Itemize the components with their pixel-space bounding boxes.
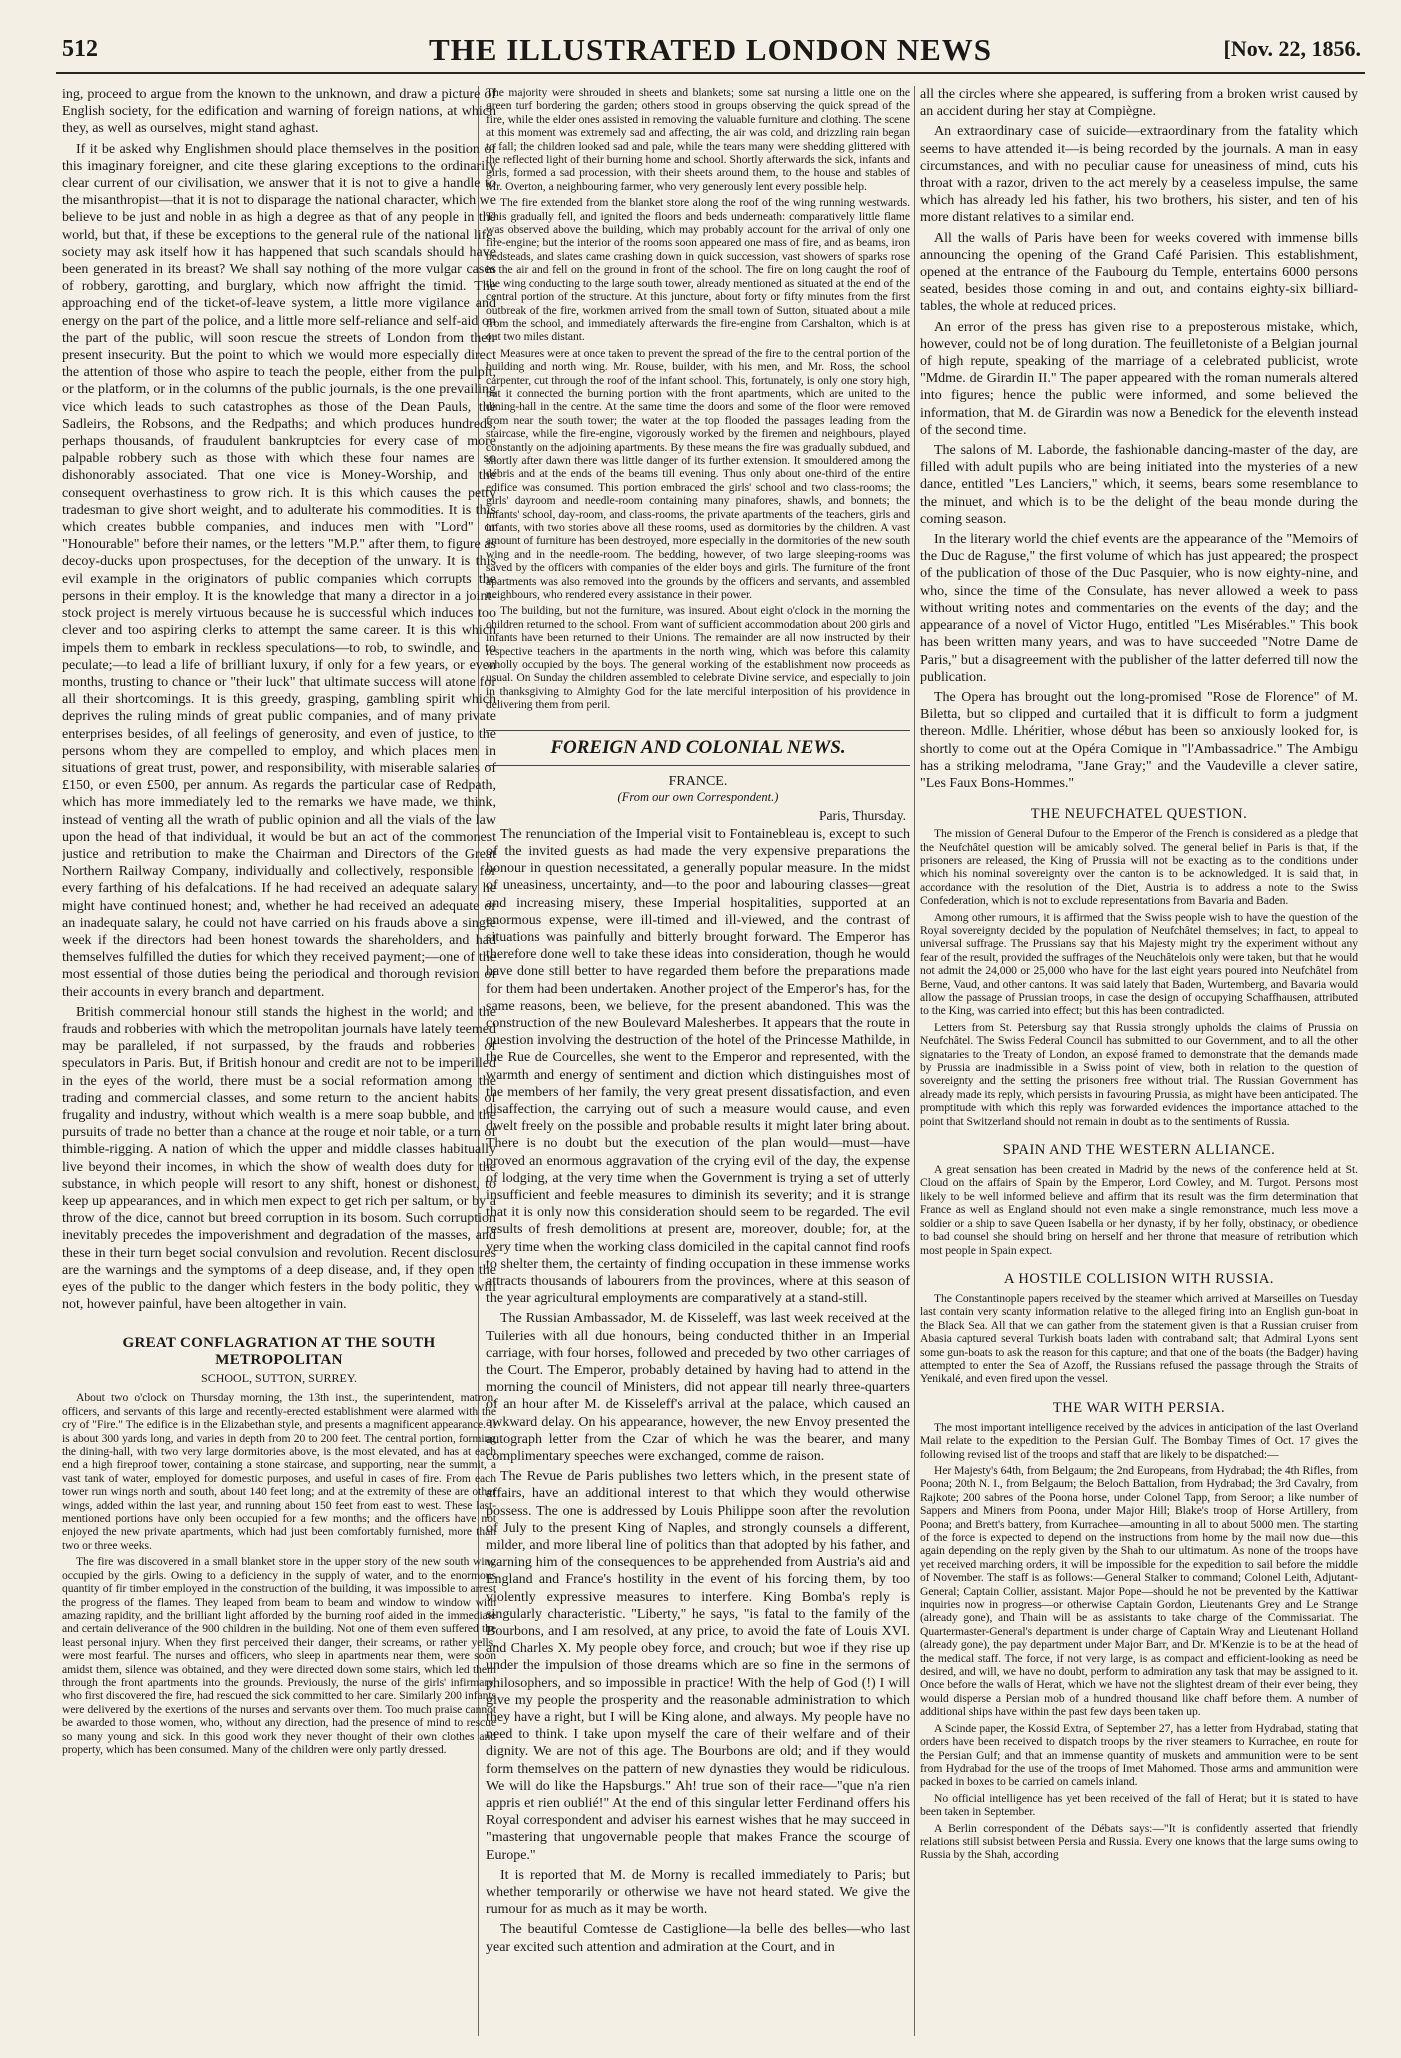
editorial-article: [62, 86, 496, 1313]
article-paragraph: The beautiful Comtesse de Castiglione—la belle des belles—who last year excited such attention and admiration at the Court, and in: [486, 1922, 910, 1955]
article-paragraph: About two o'clock on Thursday morning, the 13th inst., the superintendent, matron, officers, and servants of this large and recently-erected establishment were alarmed with the cry of "Fire." The edifice is in the Elizabethan style, and presents a magnificent appearance. It is about 300 yards long, and varies in depth from 20 to 200 feet. The central portion, forming the dining-hall, with two very large dormitories above, is the most elevated, and has at each end a high fireproof tower, containing a stone staircase, and supporting, near the summit, a vast tank of water, employed for domestic purposes, and useful in cases of fire. From each tower run wings north and south, about 140 feet long; and at the extremity of these are other wings, added within the last year, and running about 150 feet from east to west. These last-mentioned portions have only been occupied for a few months; and the officers have not enjoyed the new private apartments, which had just been comfortably furnished, more than two or three weeks.: [62, 1391, 496, 1552]
conflagration-continued: [486, 86, 910, 712]
masthead: THE ILLUSTRATED LONDON NEWS: [428, 32, 993, 67]
section-heading: SPAIN AND THE WESTERN ALLIANCE.: [1002, 1142, 1276, 1159]
article-paragraph: Her Majesty's 64th, from Belgaum; the 2nd Europeans, from Hydrabad; the 4th Rifles, from Poona; 20th N. I., from Belgaum; the Beloch Battalion, from Hydrabad; the 3rd Cavalry, from Rajkote; 200 sabres of the Poona horse, under Colonel Tapp, from Seroor; a like number of Sappers and Miners from Poona, under Major Hill; Blake's troop of Horse Artillery, from Poona; and Brett's battery, from Kurrachee—amounting in all to about 5000 men. The starting of the force is expected to depend on the instructions from home by the mail now due—this again depending on the reply given by the Shah to our ultimatum. As none of the troops have yet received marching orders, it will be impossible for the expedition to sail before the middle of November. The staff is as follows:—General Stalker to command; Colonel Leith, Adjutant-General; Captain Collier, assistant. Major Pope—should he not be prevented by the Kattiwar inquiries now in progress—or otherwise Captain Gordon, Lieutenants Grey and Le Strange (already gone), and Thain will be as assistants to take charge of the Commissariat. The Quartermaster-General's department is under charge of Captain Wray and Lieutenant Holland (already gone), the pay department under Major Barr, and Dr. M'Kenzie is to be at the head of the medical staff. The force, if not very large, is as compact and efficient-looking as need be desired, and will, we have no doubt, perform to admiration any task that may be assigned to it. Once before the walls of Herat, which we have not the slightest dream of their ever being, they would disperse a Persian mob of a hundred thousand like chaff before them. A number of additional ships have within the past few days been taken up.: [920, 1463, 1358, 1719]
foreign-news-heading: FOREIGN AND COLONIAL NEWS.: [486, 730, 910, 766]
article-paragraph: The mission of General Dufour to the Emperor of the French is considered as a pledge that the Neufchâtel question will be amicably solved. The general belief in Paris is that, if the prisoners are released, the King of Prussia will not be exacting as to the conditions under which his nominal sovereignty over the canton is to be acknowledged. It is said that, in accordance with the resolution of the Diet, Austria is to address a note to the Swiss Confederation, which is not to exclude representations from Bavaria and Baden.: [920, 827, 1358, 908]
france-heading: FRANCE.: [668, 773, 728, 789]
section-heading: THE NEUFCHATEL QUESTION.: [1030, 806, 1248, 823]
article-paragraph: The Constantinople papers received by the steamer which arrived at Marseilles on Tuesday last contain very scanty information relative to the alleged firing into an English gun-boat in the Black Sea. All that we can gather from the statement given is that a Russian cruiser from Abasia captured several Turkish boats laden with contraband salt; that Admiral Lyons sent some gun-boats to ask the reason for this capture; and that one of the boats (the Badger) having attempted to enter the Sea of Azoff, the Russians refused the passage through the Straits of Yenikalé, and even fired upon the vessel.: [920, 1291, 1358, 1386]
article-paragraph: All the walls of Paris have been for weeks covered with immense bills announcing the opening of the Grand Café Parisien. This establishment, opened at the entrance of the Faubourg du Temple, entertains 6000 persons seated, besides those coming in and out, and contains eighty-six billiard-tables, the whole at reduced prices.: [920, 230, 1358, 315]
france-continued: [920, 86, 1358, 792]
article-paragraph: Letters from St. Petersburg say that Russia strongly upholds the claims of Prussia on Neufchâtel. The Swiss Federal Council has submitted to our Government, and to all the other signataries to the Treaty of London, an exposé framed to demonstrate that the demands made by Prussia are inadmissible in a Swiss point of view, both in relation to the question of sovereignty and the setting the prisoners free without trial. The Russian Government has already made its reply, which persists in favouring Prussia, as might have been anticipated. The promptitude with which this reply was forwarded evidences the importance attached to the point that Switzerland should not remain in doubt as to the sentiments of Russia.: [920, 1020, 1358, 1128]
page-header: [56, 30, 1365, 74]
section-heading: A HOSTILE COLLISION WITH RUSSIA.: [1004, 1270, 1274, 1287]
conflagration-article: [62, 1391, 496, 1756]
column-1: [62, 86, 496, 2036]
article-paragraph: No official intelligence has yet been received of the fall of Herat; but it is stated to have been taken in September.: [920, 1791, 1358, 1819]
article-paragraph: An error of the press has given rise to a preposterous mistake, which, however, could not be of long duration. The feuilletoniste of a Belgian journal of high repute, speaking of the marriage of a celebrated publicist, wrote "Mdme. de Girardin II." The paper appeared with the roman numerals altered into figures; hence the public were informed, and some believed the information, that M. de Girardin was now a Benedick for the eleventh instead of the second time.: [920, 319, 1358, 438]
correspondent-line: (From our own Correspondent.): [617, 789, 779, 804]
section-subheading: SCHOOL, SUTTON, SURREY.: [201, 1371, 357, 1386]
persia-article: [920, 1421, 1358, 1862]
article-paragraph: ing, proceed to argue from the known to the unknown, and draw a picture of English society, for the edification and warning of foreign nations, at which they, as well as ourselves, might stand aghast.: [62, 87, 496, 137]
article-paragraph: In the literary world the chief events are the appearance of the "Memoirs of the Duc de Raguse," the first volume of which has just appeared; the prospect of the publication of those of the Duc Pasquier, who is now eighty-nine, and who, since the time of the Consulate, has never allowed a week to pass without writing notes and commentaries on the events of the day; and the appearance of a novel of Victor Hugo, entitled "Les Misérables." This book has been written many years, and was to have succeeded "Notre Dame de Paris," but a disagreement with the publisher of the latter deferred till now the publication.: [920, 532, 1358, 685]
dateline: Paris, Thursday.: [819, 807, 906, 823]
russia-article: [920, 1292, 1358, 1386]
article-paragraph: The building, but not the furniture, was insured. About eight o'clock in the morning the children returned to the school. From want of sufficient accommodation about 200 girls and infants have been returned to their Unions. The remainder are all now instructed by their respective teachers in the apartments in the north wing, which was before this calamity wholly occupied by the boys. The general working of the establishment now proceeds as usual. On Sunday the children assembled to celebrate Divine service, and especially to join in thanksgiving to Almighty God for the late merciful interposition of his providence in delivering them from peril.: [486, 604, 910, 712]
article-paragraph: The salons of M. Laborde, the fashionable dancing-master of the day, are filled with adult pupils who are being initiated into the mysteries of a new dance, entitled "Les Lanciers," which, it seems, bears some resemblance to the minuet, and which is to be the delight of the beau monde during the coming season.: [920, 443, 1358, 527]
section-heading: THE WAR WITH PERSIA.: [1052, 1399, 1226, 1416]
article-paragraph: The renunciation of the Imperial visit to Fontainebleau is, except to such of the invited guests as had made the very expensive preparations the honour in question necessitated, a generally popular measure. In the midst of uneasiness, uncertainty, and—to the poor and labouring classes—great and increasing misery, these Imperial hospitalities, supported at an enormous expense, were ill-timed and ill-viewed, and the contrast of situations was painfully and bitterly brought forward. The Emperor has therefore done well to take these ideas into consideration, though he would have done still better to have regarded them before the preparations made for them had been undertaken. Another project of the Emperor's has, for the same reasons, been, we believe, for the present abandoned. This was the construction of the new Boulevard Malesherbes. It appears that the route in question involving the destruction of the hotel of the Princesse Mathilde, in the Rue de Courcelles, she went to the Emperor and represented, with the warmth and energy of sentiment and diction which distinguishes most of the members of her family, the very great present dissatisfaction, and even disaffection, the carrying out of such a measure would cause, and even dwelt freely on the possible and probable results it might later bring about. There is no doubt but the execution of the plan would—must—have proved an enormous aggravation of the crying evil of the day, the expense of lodging, at the very time when the Government is trying a set of utterly insufficient and feeble measures to diminish its severity; and it is strange that it is only now this consideration should seem to be regarded. The evil results of fresh demolitions at present are, moreover, double; for, at the very time when the working class domiciled in the capital cannot find roofs to shelter them, the certainty of finding occupation in these immense works attracts thousands of labourers from the provinces, where at this season of the year agricultural employments are comparatively at a stand-still.: [486, 826, 910, 1307]
issue-date: [Nov. 22, 1856.: [1223, 36, 1361, 61]
page-number: 512: [62, 36, 98, 62]
article-paragraph: An extraordinary case of suicide—extraordinary from the fatality which seems to have attended it—is being recorded by the journals. A man in easy circumstances, and with no peculiar cause for uneasiness of mind, cuts his throat with a razor, driven to the act merely by a ceaseless impulse, the same which has already led his father, his two brothers, his sister, and ten of his more distant relatives to a similar end.: [920, 124, 1358, 226]
article-paragraph: The fire extended from the blanket store along the roof of the wing running westwards. This gradually fell, and ignited the floors and beds underneath: comparatively little flame was observed above the building, which may probably account for the arrival of only one fire-engine; but the interior of the rooms soon appeared one mass of fire, and as beams, iron bedsteads, and slates came crashing down in quick succession, vast showers of sparks rose in the air and fell on the ground in front of the school. The fire on long caught the roof of the wing conducting to the large south tower, already mentioned as situated at the end of the central portion of the structure. At this juncture, about forty or fifty minutes from the first outbreak of the fire, workmen arrived from the small town of Sutton, situated about a mile from the school, and immediately afterwards the fire-engine from Carshalton, which is at out two miles distant.: [486, 196, 910, 344]
column-2: [486, 86, 910, 2036]
article-paragraph: A great sensation has been created in Madrid by the news of the conference held at St. Cloud on the affairs of Spain by the Emperor, Lord Cowley, and M. Turgot. Persons most likely to be well informed believe and affirm that its result was the firm determination that France as well as England should not even make a single remonstrance, much less move a soldier or a ship to save Queen Isabella or her dynasty, if by her folly, obstinacy, or obedience to bad counsel she should bring on herself and her throne that measure of retribution which most people in Spain expect.: [920, 1163, 1358, 1257]
article-paragraph: It is reported that M. de Morny is recalled immediately to Paris; but whether temporarily or otherwise we have not heard stated. We give the rumour for as much as it may be worth.: [486, 1867, 910, 1918]
article-paragraph: all the circles where she appeared, is suffering from a broken wrist caused by an accident during her stay at Compiègne.: [920, 87, 1358, 120]
france-article: [486, 826, 910, 1956]
article-paragraph: A Berlin correspondent of the Débats says:—"It is confidently asserted that friendly relations still subsist between Persia and Russia. Every one knows that the large sums owing to Russia by the Shah, according: [920, 1821, 1358, 1862]
spain-article: [920, 1163, 1358, 1257]
article-paragraph: A Scinde paper, the Kossid Extra, of September 27, has a letter from Hydrabad, stating that orders have been received to dispatch troops by the river steamers to Kurrachee, en route for the Persian Gulf; and that an immense quantity of muskets and ammunition were to be sent from Hydrabad for the use of the troops of Imet Mahomed. Those arms and ammunition were packed in boxes to be carried on camels inland.: [920, 1721, 1358, 1789]
section-heading: GREAT CONFLAGRATION AT THE SOUTH METROPOLITAN: [122, 1335, 436, 1369]
article-paragraph: The Opera has brought out the long-promised "Rose de Florence" of M. Biletta, but so clipped and curtailed that it is difficult to form a judgment thereon. Mdlle. Lhéritier, whose début has been so anxiously looked for, is shortly to come out at the Opéra Comique in "l'Ambassadrice." The Ambigu has a striking melodrama, "Jane Gray;" and the Vaudeville a clever satire, "Les Faux Bons-Hommes.": [920, 689, 1358, 791]
article-paragraph: Among other rumours, it is affirmed that the Swiss people wish to have the question of the Royal sovereignty decided by the population of Neufchâtel themselves; in fact, to appeal to universal suffrage. The Prussians say that his Majesty might try the experiment without any fear of the result, provided the suffrages of the Neuchâtelois only were taken, but that he would not admit the 24,000 or 25,000 who have for the last eight years poured into Neufchâtel from Berne, Vaud, and other cantons. It was said lately that Baden, Wurtemberg, and Bavaria would allow the passage of Prussian troops, in case the design of occupying Schaffhausen, attributed to the King, was carried into effect; but this has been contradicted.: [920, 910, 1358, 1018]
article-paragraph: British commercial honour still stands the highest in the world; and the frauds and robberies with which the metropolitan journals have lately teemed may be paralleled, if not surpassed, by the frauds and robberies of speculators in Paris. But, if British honour and credit are not to be imperilled in the eyes of the world, there must be a social reformation among the trading and commercial classes, and some return to the ancient habits of frugality and industry, without which wealth is a mere soap bubble, and the pursuits of trade no better than a chance at the rouge et noir table, or a turn of thimble-rigging. A nation of which the upper and middle classes habitually live beyond their incomes, in which the show of wealth does duty for the substance, in which people will resort to any shift, honest or dishonest, to keep up appearances, and in which men expect to get rich per saltum, or by a throw of the dice, cannot but breed corruption in its bosom. Such corruption inevitably precedes the impoverishment and degradation of the masses, and these in their turn beget social convulsion and revolution. Recent disclosures are the warnings and the symptoms of a deep disease, and, if they open the eyes of the public to the danger which festers in the body politic, they will not, however painful, have been altogether in vain.: [62, 1004, 496, 1313]
column-3: [920, 86, 1358, 2036]
article-paragraph: The Revue de Paris publishes two letters which, in the present state of affairs, have an additional interest to that which they would otherwise possess. The one is addressed by Louis Philippe soon after the revolution of July to the present King of Naples, and strongly counsels a different, milder, and more liberal line of politics than that adopted by his father, and warning him of the consequences to be apprehended from Austria's aid and England and France's hostility in the event of his forcing them, by too violently expressive measures to interfere. King Bomba's reply is singularly characteristic. "Liberty," he says, "is fatal to the family of the Bourbons, and I am resolved, at any price, to avoid the fate of Louis XVI. and Charles X. My people obey force, and crouch; but woe if they rise up under the impulsion of those dreams which are so fine in the sermons of philosophers, and so impossible in practice! With the help of God (!) I will give my people the prosperity and the reasonable administration to which they have a right, but I will be King alone, and always. My people have no need to think. I take upon myself the care of their welfare and of their dignity. We are not of this age. The Bourbons are old; and if they would form themselves on the pattern of new dynasties they would be ridiculous. We will do like the Hapsburgs." Ah! true son of their race—"que n'a rien appris et rien oublié!" At the end of this singular letter Ferdinand offers his Royal correspondent and adviser his earnest wishes that he may succeed in "mastering that ungovernable people that makes France the scourge of Europe.": [486, 1469, 910, 1863]
article-paragraph: If it be asked why Englishmen should place themselves in the position of this imaginary foreigner, and cite these glaring exceptions to the ordinarily clear current of our civilisation, we answer that it is not to give a handle to the misanthropist—that it is not to disparage the national character, which we believe to be just and noble in as high a degree as that of any people in the world, but that, if these be exceptions to the general rule of the national life, society may ask itself how it has happened that such scandals should have been generated in its breast? We shall say nothing of the more vulgar cases of robbery, garotting, and burglary, which now affright the timid. The approaching end of the ticket-of-leave system, a little more vigilance and energy on the part of the police, and a little more self-reliance and self-aid on the part of the public, will soon rescue the streets of London from their present insecurity. But the point to which we would more especially direct the attention of those who aspire to teach the people, either from the pulpit, or the platform, or in the columns of the public journals, is the one prevailing vice which leads to such catastrophes as those of the Dean Pauls, the Sadleirs, the Robsons, and the Redpaths; and which produces hundreds, perhaps thousands, of fraudulent bankruptcies for every case of more palpable robbery such as those with which these four names are so dishonorably associated. That one vice is Money-Worship, and the consequent overhastiness to grow rich. It is this which causes the petty tradesman to give short weight, and to adulterate his commodities. It is this which creates bubble companies, and induces men with "Lord" or "Honourable" before their names, or the letters "M.P." after them, to figure as decoy-ducks upon prospectuses, for the deception of the unwary. It is this evil example in the originators of public companies which corrupts the persons in their employ. It is the knowledge that many a director in a joint-stock project is merely virtuous because he is successful which induces too clever and too aspiring clerks to attempt the same career. It is this which impels them to embark in reckless speculations—to rob, to swindle, and to peculate;—to lead a life of brilliant luxury, if only for a few years, or even months, trusting to chance or "their luck" that ultimate success will atone for all their shortcomings. It is this greedy, grasping, gambling spirit which deprives the ruling minds of great public companies, and of many private enterprises besides, of all feelings of generosity, and even of justice, to the persons whom they are compelled to employ, and which places men in situations of great trust, power, and responsibility, with miserable salaries of £150, or even £500, per annum. As regards the particular case of Redpath, which has more immediately led to the remarks we have made, we think, instead of venting all the wrath of public opinion and all the vials of the law upon the head of that individual, it would be but an act of the commonest justice and retribution to make the Chairman and Directors of the Great Northern Railway Company, individually and collectively, responsible for every farthing of his defalcations. If he had received an adequate salary he might have continued honest; and, whether he had received an adequate or an inadequate salary, he could not have carried on his frauds above a single week if the directors had been honest towards the shareholders, and had themselves fulfilled the duties for which they received payment;—one of the most essential of those duties being the periodical and thorough revision of their accounts in every branch and department.: [62, 141, 496, 1000]
article-paragraph: Measures were at once taken to prevent the spread of the fire to the central portion of the building and north wing. Mr. Rouse, builder, with his men, and Mr. Ross, the school carpenter, cut through the roof of the infant school. This, fortunately, is only one story high, but it connected the burning portion with the front apartments, which are united to the dining-hall in the centre. At the same time the doors and some of the floor were removed from near the south tower; the water at the top flooded the passages leading from the staircase, while the fire-engine, vigorously worked by the firemen and neighbours, played constantly on the adjoining apartments. By these means the fire was gradually subdued, and shortly after dawn there was little danger of its further extension. It smouldered among the débris and at the ends of the beams till evening. Thus only about one-third of the entire edifice was consumed. This portion embraced the girls' school and two class-rooms; the girls' dayroom and needle-room containing many pinafores, shawls, and bonnets; the infants' school, day-room, and class-rooms, the private apartments of the teachers, girls and infants, with two stories above all these rooms, used as dormitories by the children. A vast amount of furniture has been destroyed, more especially in the dormitories of the new south wing and in the needle-room. The bedding, however, of two large sleeping-rooms was saved by the officers with companies of the elder boys and girls. The furniture of the front apartments was also removed into the grounds by the officers and servants, and assembled neighbours, who rendered every assistance in their power.: [486, 346, 910, 602]
article-paragraph: The most important intelligence received by the advices in anticipation of the last Overland Mail relate to the expedition to the Persian Gulf. The Bombay Times of Oct. 17 gives the following revised list of the troops and staff that are likely to be dispatched:—: [920, 1420, 1358, 1461]
article-paragraph: The Russian Ambassador, M. de Kisseleff, was last week received at the Tuileries with all due honours, being conducted thither in an Imperial carriage, with four horses, followed and preceded by two other carriages of the Court. The Emperor, probably detained by having had to attend in the morning the council of Ministers, did not appear till nearly three-quarters of an hour after M. de Kisseleff's arrival at the palace, which caused an awkward delay. On his appearance, however, the new Envoy presented the autograph letter from the Czar of which he was the bearer, and many complimentary speeches were exchanged, comme de raison.: [486, 1311, 910, 1464]
article-paragraph: The fire was discovered in a small blanket store in the upper story of the new south wing occupied by the girls. Owing to a deficiency in the supply of water, and to the enormous quantity of fir timber employed in the construction of the building, it was impossible to arrest the progress of the flames. They leaped from beam to beam and window to window with amazing rapidity, and the brilliant light afforded by the burning roof aided in the immediate and certain deliverance of the 900 children in the building. Not one of them even suffered the least personal injury. When they first perceived their danger, their screams, or rather yells, were most fearful. The nurses and officers, who sleep in apartments near them, were soon amidst them, silence was obtained, and they were directed down some stairs, which led them through the front apartments into the grounds. Previously, the nurse of the girls' infirmary, who first discovered the fire, had rescued the sick committed to her care. Similarly 200 infants were delivered by the exertions of the nurses and servants over them. Too much praise cannot be awarded to those women, who, without any direction, had the presence of mind to rescue so many young and sick. In this good work they never thought of their own clothes and property, which has been consumed. Many of the children were only partly dressed.: [62, 1555, 496, 1756]
article-paragraph: The majority were shrouded in sheets and blankets; some sat nursing a little one on the green turf bordering the garden; others stood in groups observing the quick spread of the fire, while the elder ones assisted in removing the valuable furniture and clothing. The scene at this moment was extremely sad and affecting, the air was cold, and drizzling rain began to fall; the children looked sad and pale, while the tears many were shedding glittered with the reflected light of their burning home and school. Shortly afterwards the sick, infants and girls, formed a sad procession, with their sheets around them, to the house and stables of Mr. Overton, a neighbouring farmer, who very generously lent every possible help.: [486, 86, 910, 193]
neufchatel-article: [920, 827, 1358, 1128]
column-rule: [914, 86, 915, 2036]
